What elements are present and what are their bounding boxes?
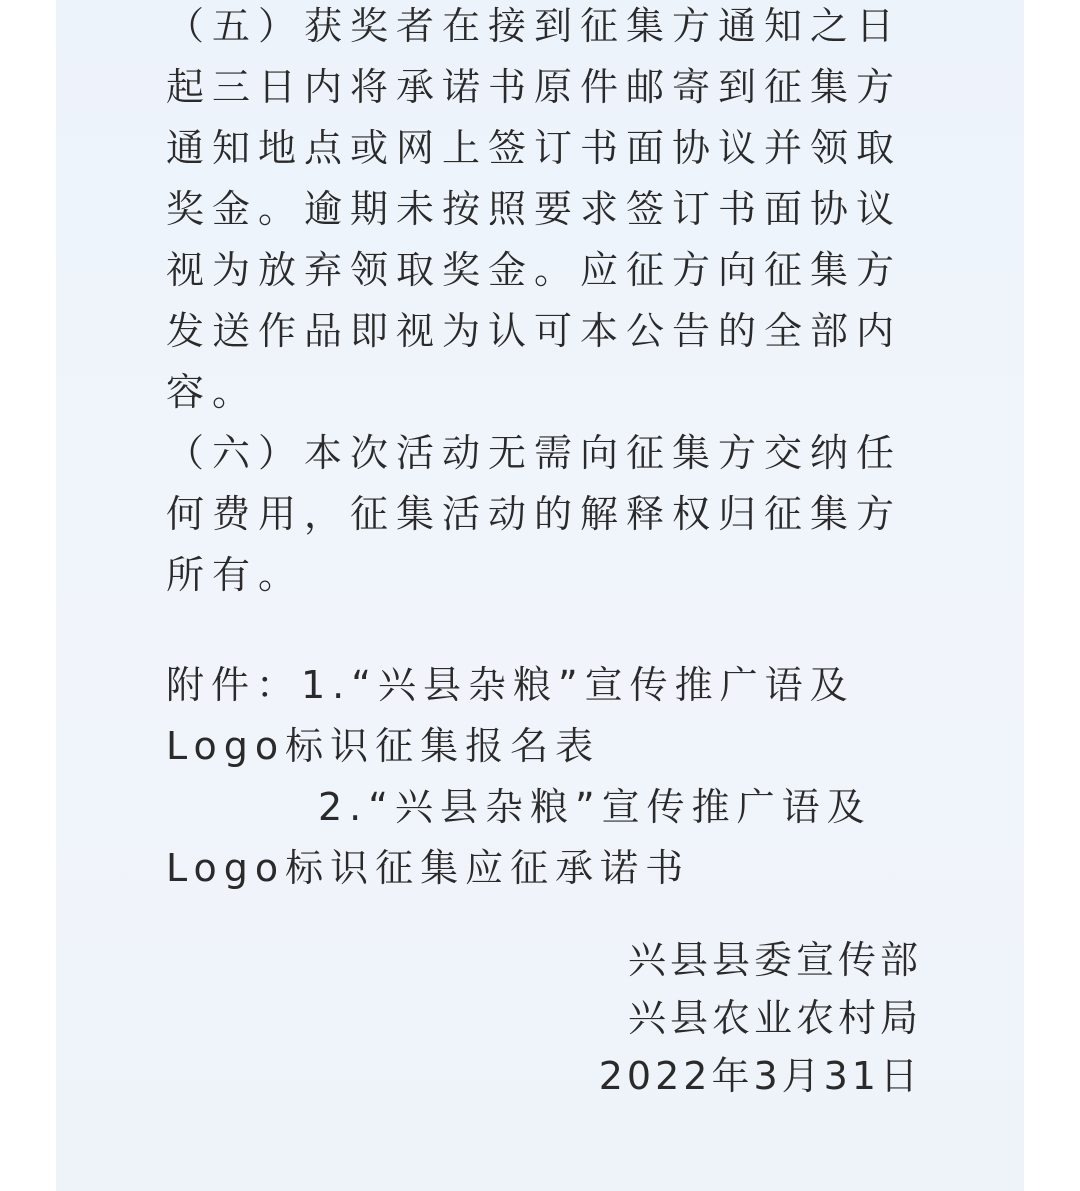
announcement-body [166, 0, 922, 1105]
attachment-line: 2.“兴县杂粮”宣传推广语及 [318, 785, 872, 829]
text-line: 通知地点或网上签订书面协议并领取 [166, 126, 903, 170]
paragraph-five [166, 0, 922, 423]
signature-date: 2022年3月31日 [598, 1054, 922, 1098]
signature-block [166, 931, 922, 1105]
text-line: 何费用，征集活动的解释权归征集方 [166, 492, 903, 536]
attachment-line: Logo标识征集应征承诺书 [166, 846, 691, 890]
attachment-line: Logo标识征集报名表 [166, 724, 601, 768]
attachment-line: 附件：1.“兴县杂粮”宣传推广语及 [166, 663, 855, 707]
text-line: （六）本次活动无需向征集方交纳任 [166, 431, 903, 475]
signature-org: 兴县县委宣传部 [627, 938, 922, 982]
text-line: 容。 [166, 370, 259, 414]
text-line: 奖金。逾期未按照要求签订书面协议 [166, 187, 903, 231]
paragraph-six [166, 423, 922, 606]
attachments-section [166, 655, 922, 899]
paragraph-spacer [166, 606, 922, 655]
text-line: 视为放弃领取奖金。应征方向征集方 [166, 248, 903, 292]
signature-org: 兴县农业农村局 [627, 996, 922, 1040]
text-line: 起三日内将承诺书原件邮寄到征集方 [166, 65, 903, 109]
text-line: 所有。 [166, 553, 305, 597]
text-line: 发送作品即视为认可本公告的全部内 [166, 309, 903, 353]
text-line: （五）获奖者在接到征集方通知之日 [166, 4, 903, 48]
